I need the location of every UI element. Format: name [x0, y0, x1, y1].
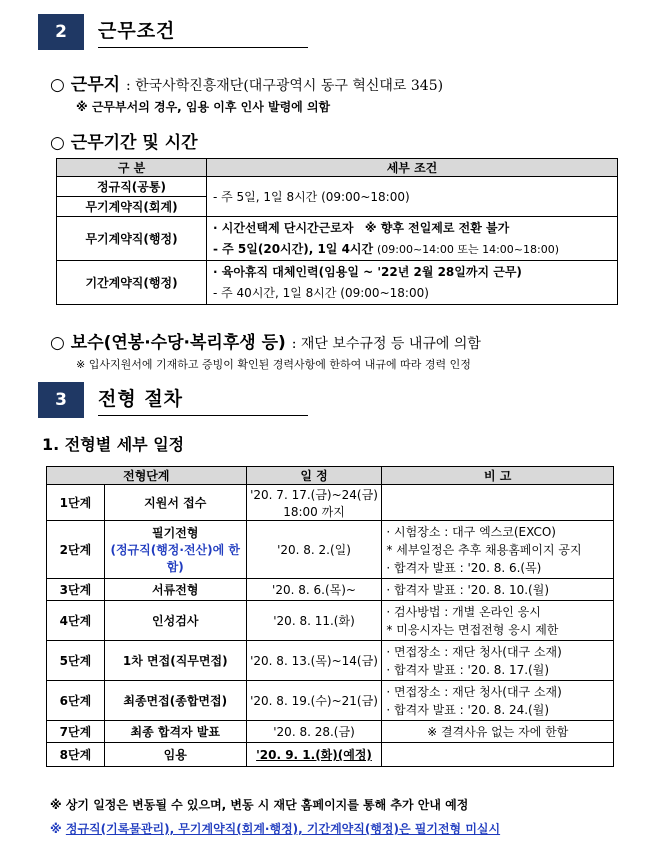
table-header: 세부 조건	[207, 159, 618, 177]
table-cell: - 주 5일, 1일 8시간 (09:00~18:00)	[207, 177, 618, 217]
circle-bullet-icon: ○	[50, 133, 71, 153]
date-cell: '20. 8. 2.(일)	[246, 521, 382, 579]
table-row	[47, 521, 614, 579]
date-cell: '20. 8. 19.(수)~21(금)	[246, 681, 382, 721]
step-cell: 2단계	[47, 521, 105, 579]
table-row	[47, 743, 614, 767]
notes-cell: ※ 결격사유 없는 자에 한함	[382, 721, 614, 743]
table-header: 일 정	[246, 467, 382, 485]
schedule-table	[46, 466, 614, 767]
table-header: 전형단계	[47, 467, 247, 485]
section-3-header	[38, 382, 308, 418]
subsection-title: 1. 전형별 세부 일정	[42, 435, 185, 454]
hours-label: 근무기간 및 시간	[70, 133, 198, 153]
schedule-note: ※ 상기 일정은 변동될 수 있으며, 변동 시 재단 홈페이지를 통해 추가 안내 예정	[50, 798, 469, 812]
stage-name-cell: 최종면접(종합면접)	[104, 681, 246, 721]
notes-cell	[382, 743, 614, 767]
pay-value: : 재단 보수규정 등 내규에 의함	[291, 336, 481, 352]
table-header: 구 분	[57, 159, 207, 177]
step-cell: 3단계	[47, 579, 105, 601]
table-cell: 정규직(공통)	[57, 177, 207, 197]
notes-cell: · 시험장소 : 대구 엑스코(EXCO) * 세부일정은 추후 채용홈페이지 공지 · 합격자 발표 : '20. 8. 6.(목)	[382, 521, 614, 579]
pay-line	[50, 328, 481, 353]
date-cell: '20. 8. 28.(금)	[246, 721, 382, 743]
table-cell: 기간계약직(행정)	[57, 261, 207, 305]
stage-name-cell: 서류전형	[104, 579, 246, 601]
pay-label: 보수(연봉·수당·복리후생 등)	[70, 333, 286, 353]
table-row	[47, 681, 614, 721]
conditions-table	[56, 158, 618, 305]
date-cell: '20. 7. 17.(금)~24(금) 18:00 까지	[246, 485, 382, 521]
stage-name-cell: 최종 합격자 발표	[104, 721, 246, 743]
section-title: 전형 절차	[98, 384, 308, 416]
step-cell: 6단계	[47, 681, 105, 721]
table-row	[47, 485, 614, 521]
table-row	[47, 579, 614, 601]
written-exam-exemption-note: ※ 정규직(기록물관리), 무기계약직(회계·행정), 기간계약직(행정)은 필기전형 미실시	[50, 822, 501, 836]
stage-name-cell: 임용	[104, 743, 246, 767]
circle-bullet-icon: ○	[50, 75, 71, 95]
table-cell: 무기계약직(행정)	[57, 217, 207, 261]
date-cell: '20. 8. 11.(화)	[246, 601, 382, 641]
date-cell: '20. 9. 1.(화)(예정)	[246, 743, 382, 767]
table-cell: · 시간선택제 단시간근로자 ※ 향후 전일제로 전환 불가 - 주 5일(20시간), 1일 4시간 (09:00~14:00 또는 14:00~18:00)	[207, 217, 618, 261]
step-cell: 5단계	[47, 641, 105, 681]
table-cell: · 육아휴직 대체인력(임용일 ~ '22년 2월 28일까지 근무) - 주 40시간, 1일 8시간 (09:00~18:00)	[207, 261, 618, 305]
date-cell: '20. 8. 6.(목)~	[246, 579, 382, 601]
stage-name-cell: 인성검사	[104, 601, 246, 641]
step-cell: 1단계	[47, 485, 105, 521]
notes-cell: · 면접장소 : 재단 청사(대구 소재) · 합격자 발표 : '20. 8. 17.(월)	[382, 641, 614, 681]
table-cell: 무기계약직(회계)	[57, 197, 207, 217]
location-value: : 한국사학진흥재단(대구광역시 동구 혁신대로 345)	[125, 78, 444, 94]
table-row	[47, 721, 614, 743]
table-row	[47, 601, 614, 641]
section-2-header	[38, 14, 308, 50]
stage-name-cell: 필기전형 (정규직(행정·전산)에 한함)	[104, 521, 246, 579]
notes-cell	[382, 485, 614, 521]
pay-note: ※ 입사지원서에 기재하고 증빙이 확인된 경력사항에 한하여 내규에 따라 경력 인정	[76, 358, 471, 371]
step-cell: 7단계	[47, 721, 105, 743]
table-row	[47, 641, 614, 681]
section-number: 3	[38, 382, 84, 418]
step-cell: 8단계	[47, 743, 105, 767]
section-title: 근무조건	[98, 16, 308, 48]
step-cell: 4단계	[47, 601, 105, 641]
notes-cell: · 검사방법 : 개별 온라인 응시 * 미응시자는 면접전형 응시 제한	[382, 601, 614, 641]
section-number: 2	[38, 14, 84, 50]
location-label: 근무지	[70, 75, 121, 95]
notes-cell: · 합격자 발표 : '20. 8. 10.(월)	[382, 579, 614, 601]
hours-line	[50, 128, 198, 153]
stage-name-cell: 지원서 접수	[104, 485, 246, 521]
stage-name-cell: 1차 면접(직무면접)	[104, 641, 246, 681]
location-note: ※ 근무부서의 경우, 임용 이후 인사 발령에 의함	[76, 100, 331, 114]
table-header: 비 고	[382, 467, 614, 485]
circle-bullet-icon: ○	[50, 333, 71, 353]
notes-cell: · 면접장소 : 재단 청사(대구 소재) · 합격자 발표 : '20. 8. 24.(월)	[382, 681, 614, 721]
date-cell: '20. 8. 13.(목)~14(금)	[246, 641, 382, 681]
location-line	[50, 70, 443, 95]
